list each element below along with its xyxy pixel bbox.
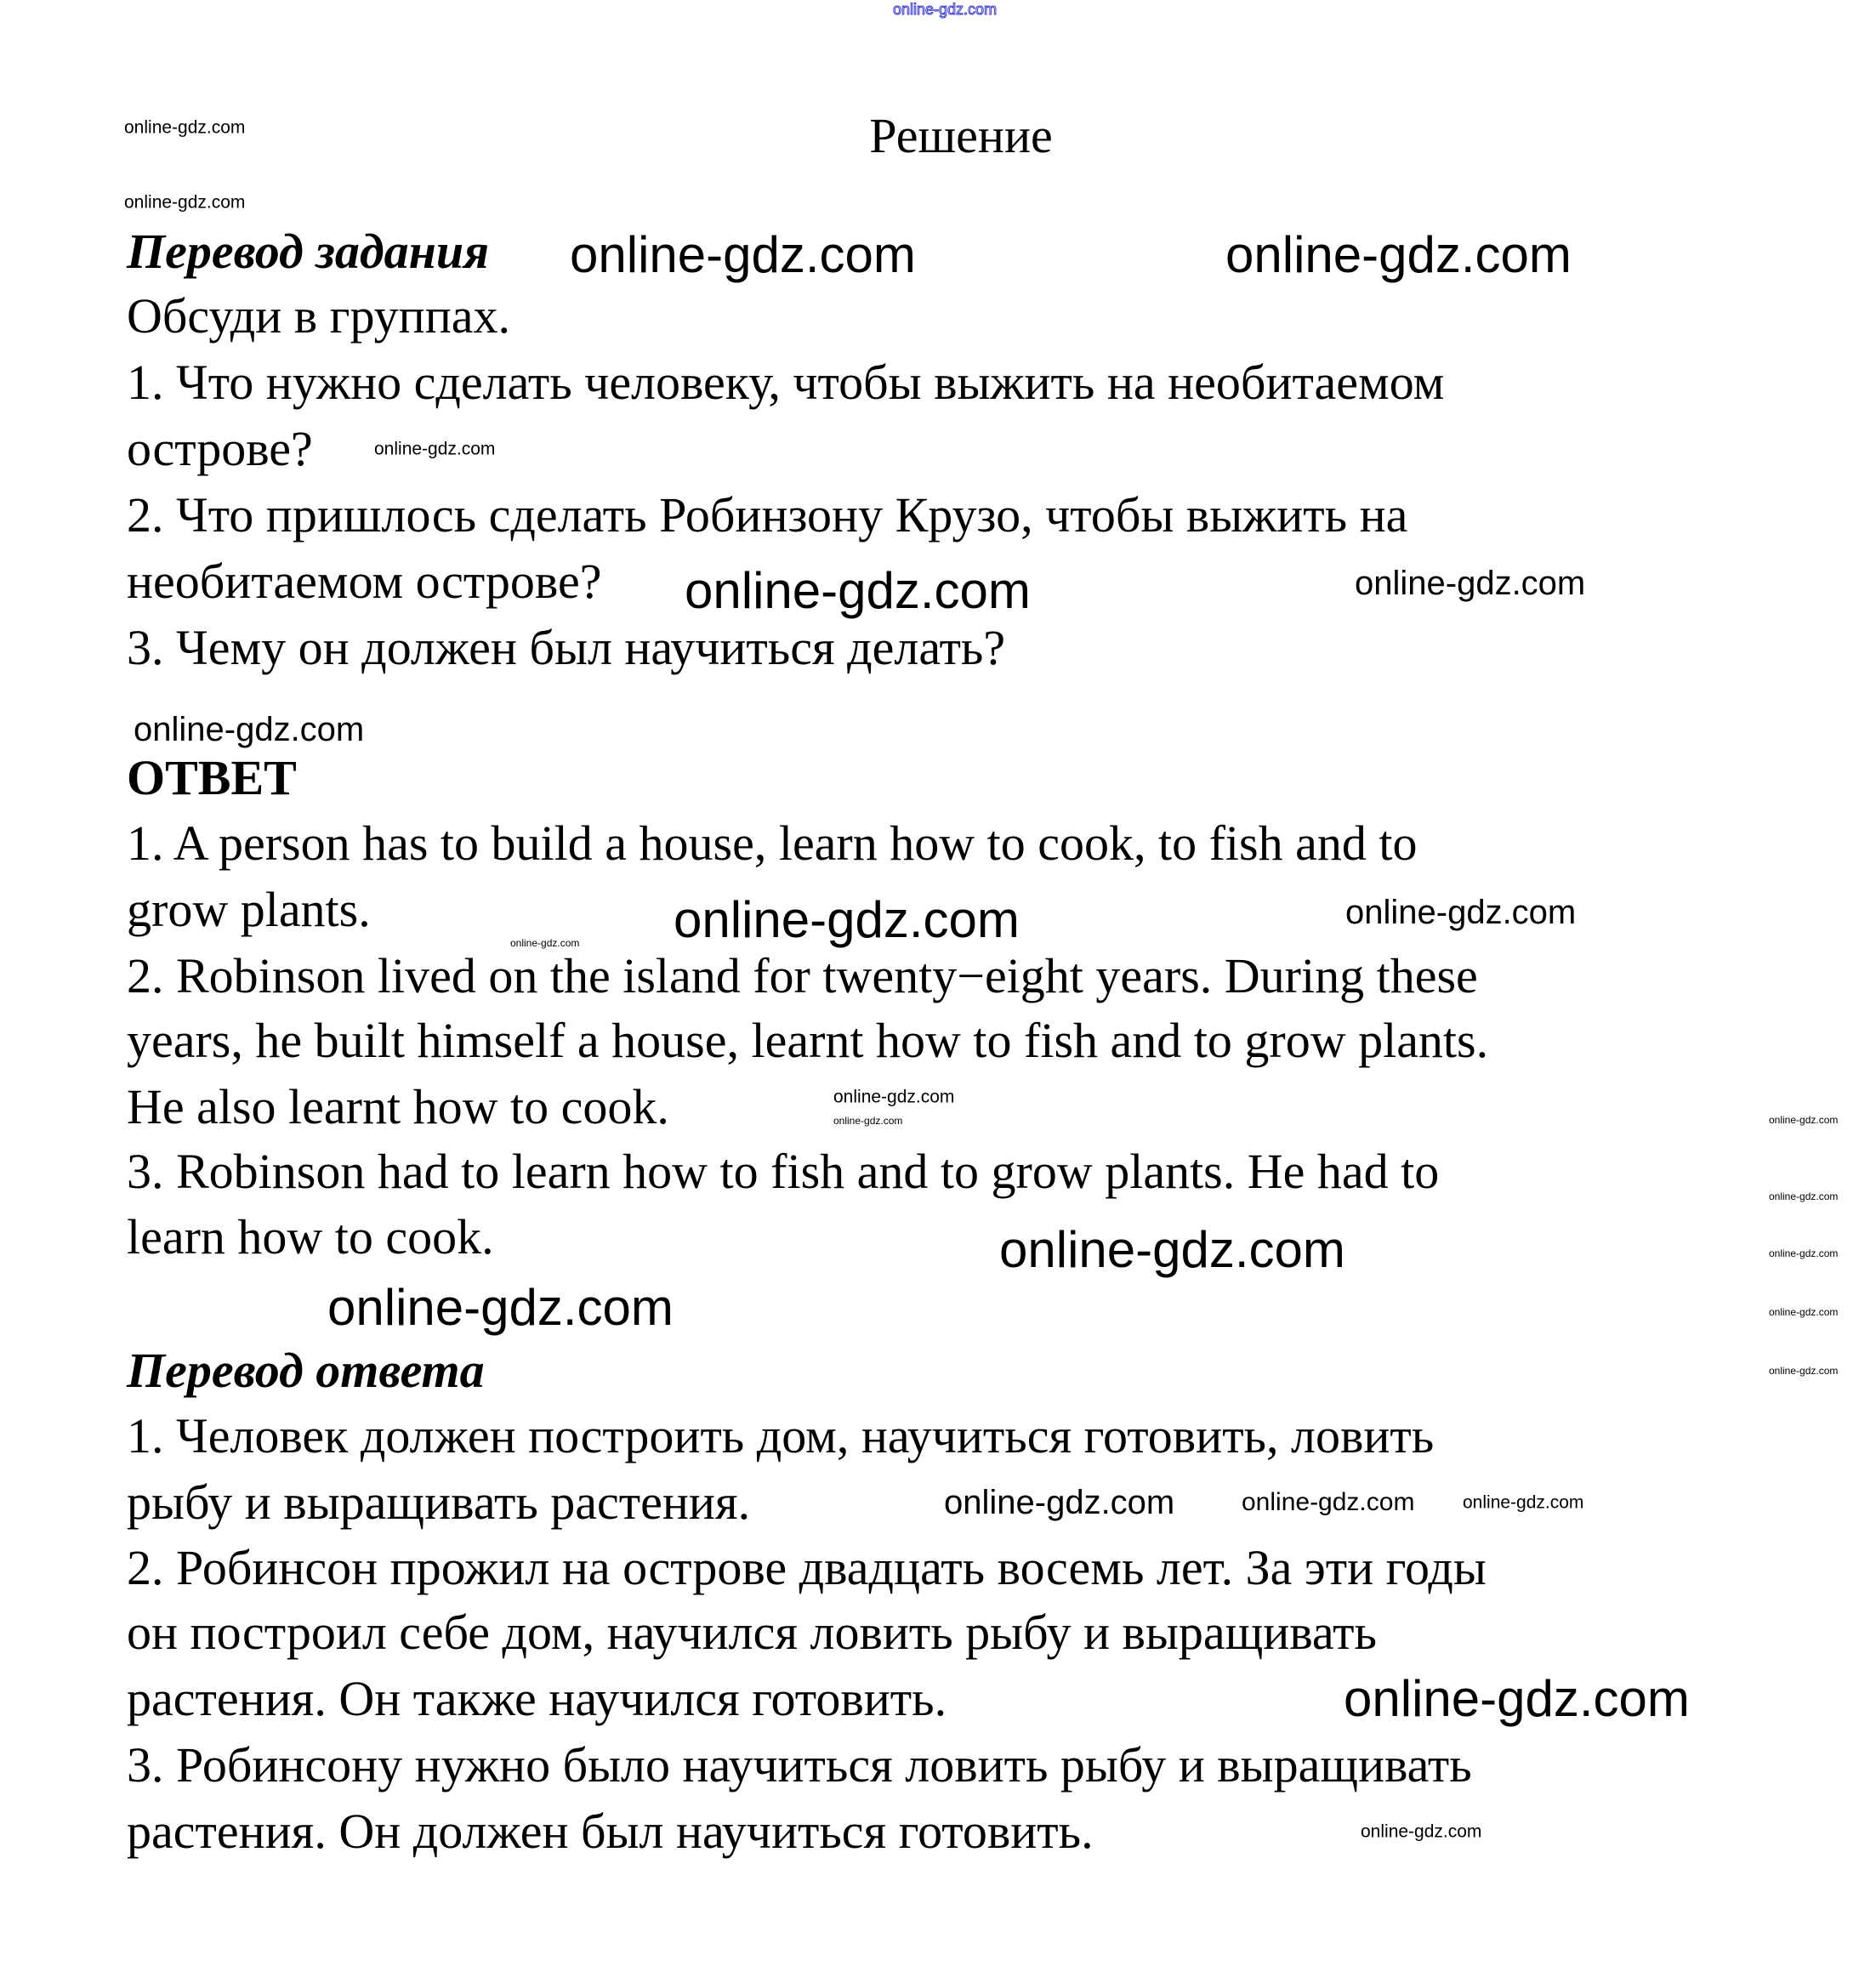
watermark: online-gdz.com [1769,1247,1839,1259]
answer-heading: ОТВЕТ [127,750,297,805]
watermark: online-gdz.com [1463,1492,1584,1513]
translation-heading: Перевод ответа [127,1343,485,1398]
task-line: 2. Что пришлось сделать Робинзону Крузо, чтобы выжить на [127,487,1408,543]
translation-line: 2. Робинсон прожил на острове двадцать восемь лет. За эти годы [127,1540,1487,1595]
watermark: online-gdz.com [124,117,246,138]
watermark: online-gdz.com [685,562,1031,619]
watermark: online-gdz.com [510,937,580,949]
answer-line: 3. Robinson had to learn how to fish and to grow plants. He had to [127,1144,1440,1199]
answer-line: learn how to cook. [127,1209,494,1264]
translation-line: 3. Робинсону нужно было научиться ловить рыбу и выращивать [127,1737,1472,1793]
translation-line: рыбу и выращивать растения. [127,1474,751,1530]
page-title: Решение [869,108,1053,163]
watermark: online-gdz.com [134,711,365,748]
translation-line: он построил себе дом, научился ловить рыбу и выращивать [127,1605,1377,1660]
watermark: online-gdz.com [1355,565,1586,602]
watermark: online-gdz.com [374,439,496,459]
task-line: 1. Что нужно сделать человеку, чтобы выжить на необитаемом [127,355,1445,410]
task-line: Обсуди в группах. [127,288,511,344]
answer-line: He also learnt how to cook. [127,1079,669,1134]
watermark: online-gdz.com [1769,1114,1839,1126]
watermark: online-gdz.com [674,891,1020,948]
watermark: online-gdz.com [1769,1306,1839,1318]
task-line: острове? [127,421,313,476]
watermark: online-gdz.com [570,226,916,283]
watermark: online-gdz.com [1361,1821,1482,1842]
watermark: online-gdz.com [1769,1190,1839,1202]
translation-line: 1. Человек должен построить дом, научиться готовить, ловить [127,1408,1435,1463]
watermark: online-gdz.com [944,1484,1175,1521]
watermark: online-gdz.com [893,1,998,18]
watermark: online-gdz.com [999,1221,1345,1278]
watermark: online-gdz.com [1242,1488,1415,1516]
answer-line: 1. A person has to build a house, learn how to cook, to fish and to [127,815,1418,871]
answer-line: 2. Robinson lived on the island for twenty−eight years. During these [127,948,1478,1003]
task-line: 3. Чему он должен был научиться делать? [127,620,1006,675]
watermark: online-gdz.com [327,1279,674,1336]
watermark: online-gdz.com [833,1115,903,1127]
watermark: online-gdz.com [1345,894,1577,931]
translation-line: растения. Он также научился готовить. [127,1671,947,1726]
answer-line: grow plants. [127,882,371,937]
watermark: online-gdz.com [833,1087,955,1107]
watermark: online-gdz.com [124,192,246,213]
translation-line: растения. Он должен был научиться готовить. [127,1804,1094,1859]
watermark: online-gdz.com [1225,226,1572,283]
watermark: online-gdz.com [1344,1670,1690,1727]
watermark: online-gdz.com [1769,1365,1839,1377]
task-line: необитаемом острове? [127,554,602,609]
answer-line: years, he built himself a house, learnt how to fish and to grow plants. [127,1013,1489,1068]
task-heading: Перевод задания [127,224,489,279]
